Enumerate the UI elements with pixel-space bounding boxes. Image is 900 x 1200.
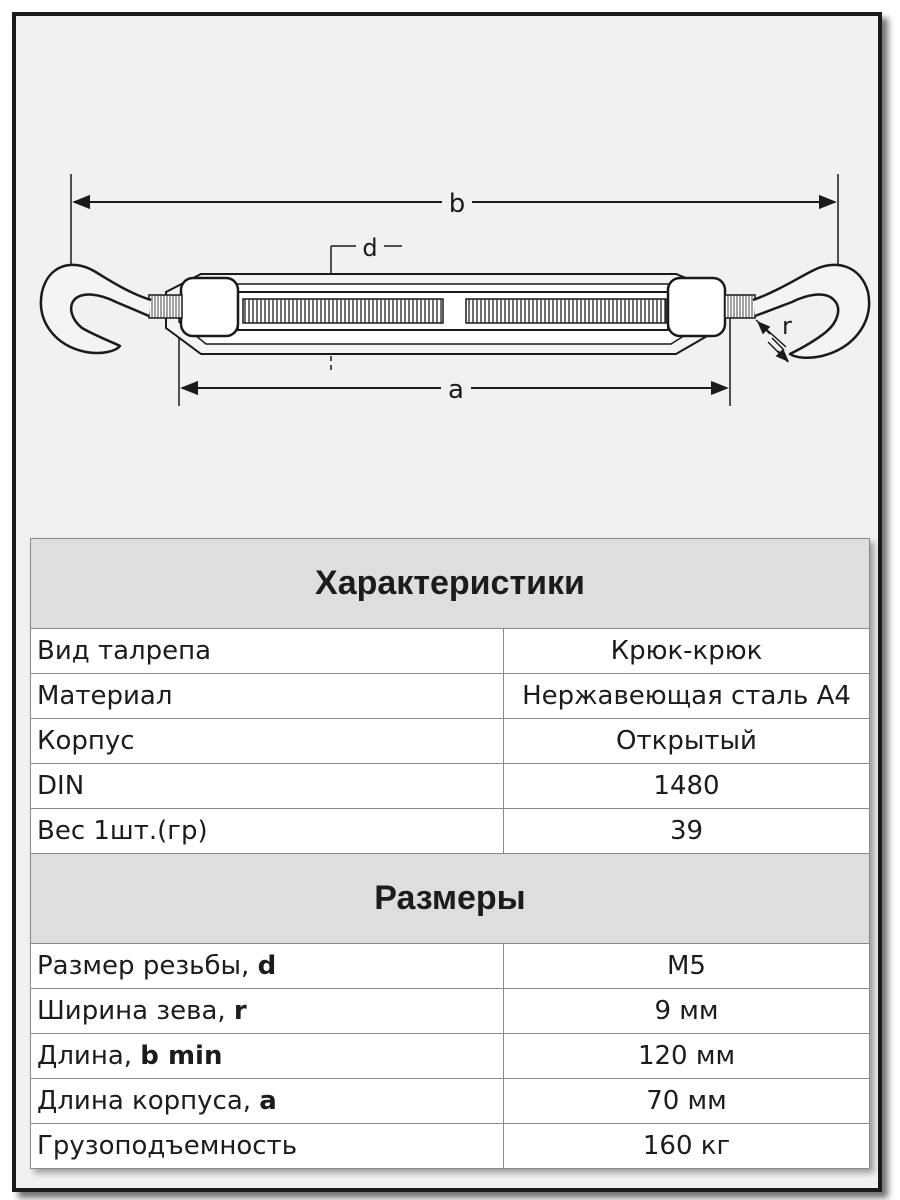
row-label-text: Длина корпуса, — [37, 1086, 260, 1116]
row-label — [31, 989, 504, 1034]
row-param: d — [257, 951, 277, 981]
row-value: Нержавеющая сталь А4 — [504, 674, 870, 719]
row-value: 39 — [504, 809, 870, 854]
row-value: 120 мм — [504, 1034, 870, 1079]
row-value: 9 мм — [504, 989, 870, 1034]
dimension-r-label: r — [782, 312, 792, 340]
dimension-d-label: d — [362, 234, 378, 262]
row-label: Материал — [31, 674, 504, 719]
dimensions-title: Размеры — [31, 854, 870, 944]
row-param: r — [233, 996, 247, 1026]
row-value: 70 мм — [504, 1079, 870, 1124]
row-value: Открытый — [504, 719, 870, 764]
characteristics-header-row — [31, 539, 870, 629]
row-label-text: Грузоподъемность — [37, 1131, 298, 1161]
dimension-a-label: a — [448, 375, 464, 405]
table-row — [31, 944, 870, 989]
specs-table — [30, 538, 870, 1169]
row-value: 160 кг — [504, 1124, 870, 1169]
table-row — [31, 674, 870, 719]
table-row — [31, 719, 870, 764]
row-label-text: Размер резьбы, — [37, 951, 258, 981]
row-label: Вес 1шт.(гр) — [31, 809, 504, 854]
table-row — [31, 1034, 870, 1079]
row-param: b min — [140, 1041, 223, 1071]
table-row — [31, 629, 870, 674]
card-frame — [12, 12, 882, 1192]
row-label: Вид талрепа — [31, 629, 504, 674]
dimensions-header-row — [31, 854, 870, 944]
row-label: DIN — [31, 764, 504, 809]
row-label — [31, 944, 504, 989]
dimension-b-label: b — [448, 189, 466, 219]
row-label-text: Ширина зева, — [37, 996, 234, 1026]
row-value: 1480 — [504, 764, 870, 809]
row-label — [31, 1079, 504, 1124]
right-hook — [725, 265, 869, 358]
table-row — [31, 809, 870, 854]
left-hook — [41, 265, 182, 353]
table-row — [31, 1079, 870, 1124]
table-row — [31, 764, 870, 809]
row-label: Корпус — [31, 719, 504, 764]
turnbuckle-body — [166, 274, 725, 354]
turnbuckle-drawing — [16, 16, 878, 536]
row-label — [31, 1034, 504, 1079]
table-row — [31, 1124, 870, 1169]
characteristics-title: Характеристики — [31, 539, 870, 629]
dimension-r — [756, 312, 792, 362]
row-label — [31, 1124, 504, 1169]
row-value: Крюк-крюк — [504, 629, 870, 674]
table-row — [31, 989, 870, 1034]
row-param: a — [259, 1086, 277, 1116]
row-label-text: Длина, — [37, 1041, 141, 1071]
row-value: М5 — [504, 944, 870, 989]
